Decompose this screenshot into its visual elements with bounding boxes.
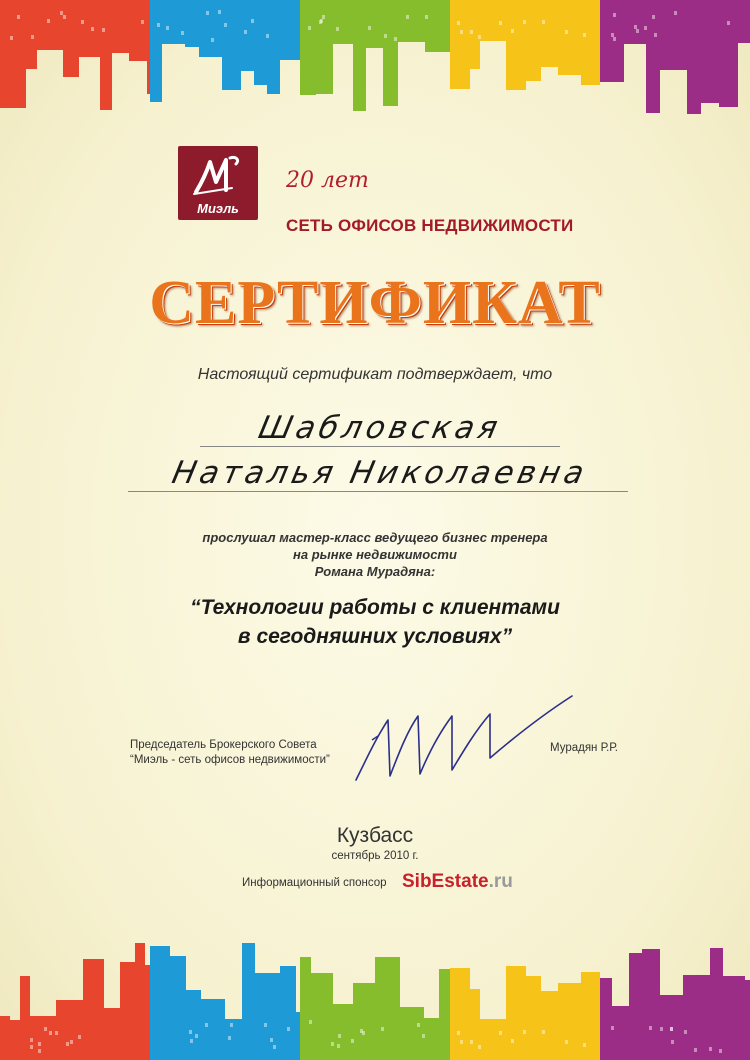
window-mark [270, 1038, 273, 1042]
window-mark [17, 15, 20, 19]
window-mark [230, 1023, 233, 1027]
window-mark [470, 1040, 473, 1044]
window-mark [422, 1034, 425, 1038]
window-mark [368, 26, 371, 30]
window-mark [206, 11, 209, 15]
certificate-title: СЕРТИФИКАТ [149, 269, 601, 337]
window-mark [78, 1035, 81, 1039]
window-mark [228, 1036, 231, 1040]
window-mark [10, 36, 13, 40]
window-mark [66, 1042, 69, 1046]
window-mark [499, 1031, 502, 1035]
window-mark [273, 1045, 276, 1049]
bottom-skyline-band [150, 943, 300, 1060]
window-mark [684, 1030, 687, 1034]
bottom-skyline-band [450, 966, 600, 1060]
date: сентябрь 2010 г. [331, 850, 419, 862]
bottom-skyline-band [0, 943, 150, 1060]
logo [178, 146, 258, 220]
window-mark [190, 1039, 193, 1043]
window-mark [55, 1031, 58, 1035]
bottom-skyline-band [300, 957, 450, 1060]
recipient-surname: Шабловская [255, 410, 505, 446]
window-mark [460, 1040, 463, 1044]
window-mark [70, 1040, 73, 1044]
window-mark [336, 27, 339, 31]
body-line-2: на рынке недвижимости [293, 547, 457, 562]
window-mark [511, 1039, 514, 1043]
window-mark [478, 35, 481, 39]
window-mark [189, 1030, 192, 1034]
window-mark [542, 20, 545, 24]
window-mark [727, 21, 730, 25]
window-mark [30, 1038, 33, 1042]
window-mark [287, 1027, 290, 1031]
window-mark [157, 23, 160, 27]
window-mark [224, 23, 227, 27]
window-mark [63, 15, 66, 19]
sponsor-label: Информационный спонсор [242, 877, 387, 889]
window-mark [613, 37, 616, 41]
window-mark [406, 15, 409, 19]
window-mark [542, 1030, 545, 1034]
company-name: СЕТЬ ОФИСОВ НЕДВИЖИМОСТИ [286, 216, 574, 235]
window-mark [660, 1027, 663, 1031]
window-mark [205, 1023, 208, 1027]
window-mark [457, 1031, 460, 1035]
window-mark [649, 1026, 652, 1030]
window-mark [694, 1048, 697, 1052]
window-mark [460, 30, 463, 34]
topic-line-1: “Технологии работы с клиентами [190, 596, 560, 619]
window-mark [38, 1049, 41, 1053]
window-mark [322, 15, 325, 19]
window-mark [384, 34, 387, 38]
window-mark [47, 19, 50, 23]
window-mark [644, 26, 647, 30]
window-mark [331, 1042, 334, 1046]
window-mark [60, 11, 63, 15]
window-mark [218, 10, 221, 14]
window-mark [141, 20, 144, 24]
top-skyline-band [600, 0, 750, 114]
window-mark [499, 21, 502, 25]
window-mark [583, 33, 586, 37]
window-mark [31, 35, 34, 39]
window-mark [634, 25, 637, 29]
sponsor-brand-main: SibEstate [402, 871, 489, 892]
window-mark [709, 1047, 712, 1051]
window-mark [308, 26, 311, 30]
window-mark [611, 1026, 614, 1030]
window-mark [671, 1040, 674, 1044]
body-line-1: прослушал мастер-класс ведущего бизнес тренера [202, 530, 548, 545]
window-mark [611, 33, 614, 37]
signer-name: Мурадян Р.Р. [550, 742, 618, 754]
window-mark [565, 1040, 568, 1044]
given-names-underline [128, 491, 628, 492]
window-mark [417, 1023, 420, 1027]
window-mark [38, 1042, 41, 1046]
surname-underline [200, 446, 560, 447]
recipient-given-names: Наталья Николаевна [168, 455, 592, 491]
window-mark [523, 20, 526, 24]
intro-text: Настоящий сертификат подтверждает, что [197, 366, 553, 383]
anniversary-label: 20 лет [286, 168, 369, 193]
top-skyline-band [450, 0, 600, 90]
window-mark [195, 1034, 198, 1038]
window-mark [49, 1031, 52, 1035]
topic-line-2: в сегодняшних условиях” [237, 625, 513, 648]
logo-text: Миэль [197, 201, 239, 216]
window-mark [652, 15, 655, 19]
window-mark [266, 34, 269, 38]
top-skyline-band [150, 0, 300, 102]
window-mark [381, 1027, 384, 1031]
sponsor-brand [402, 871, 513, 893]
city: Кузбасс [336, 824, 414, 847]
signature [348, 690, 578, 790]
sponsor-brand-tld: .ru [488, 871, 513, 892]
window-mark [470, 30, 473, 34]
window-mark [362, 1031, 365, 1035]
chair-line-1: Председатель Брокерского Совета [130, 739, 317, 751]
window-mark [264, 1023, 267, 1027]
window-mark [583, 1043, 586, 1047]
bottom-skyline-band [600, 948, 750, 1060]
window-mark [511, 29, 514, 33]
window-mark [719, 1049, 722, 1053]
window-mark [211, 38, 214, 42]
window-mark [166, 26, 169, 30]
window-mark [181, 31, 184, 35]
window-mark [636, 29, 639, 33]
window-mark [654, 33, 657, 37]
window-mark [457, 21, 460, 25]
chair-line-2: “Миэль - сеть офисов недвижимости” [130, 754, 330, 766]
window-mark [565, 30, 568, 34]
window-mark [338, 1034, 341, 1038]
window-mark [44, 1027, 47, 1031]
window-mark [244, 30, 247, 34]
body-line-3: Романа Мурадяна: [314, 564, 436, 579]
window-mark [613, 13, 616, 17]
window-mark [91, 27, 94, 31]
window-mark [674, 11, 677, 15]
window-mark [523, 1030, 526, 1034]
window-mark [81, 20, 84, 24]
window-mark [337, 1044, 340, 1048]
chair-title [130, 738, 330, 768]
logo-mark-icon [192, 152, 244, 198]
window-mark [309, 1020, 312, 1024]
top-skyline-band [0, 0, 150, 110]
window-mark [102, 28, 105, 32]
window-mark [425, 15, 428, 19]
window-mark [251, 19, 254, 23]
window-mark [478, 1045, 481, 1049]
window-mark [30, 1045, 33, 1049]
window-mark [351, 1039, 354, 1043]
window-mark [394, 37, 397, 41]
window-mark [670, 1027, 673, 1031]
window-mark [320, 19, 323, 23]
